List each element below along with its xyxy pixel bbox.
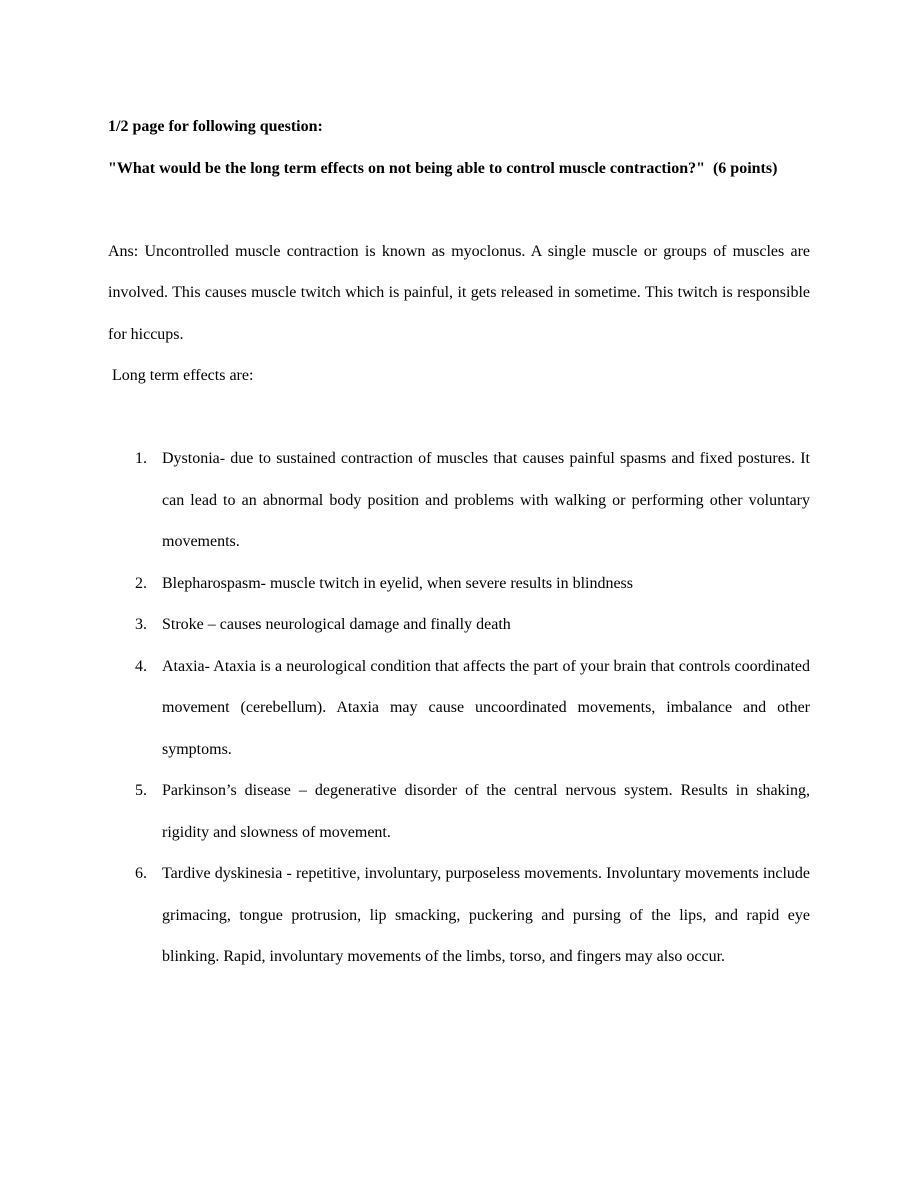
list-item [108, 853, 810, 978]
list-number: 3. [135, 616, 147, 633]
question-text [108, 148, 810, 190]
effects-intro: Long term effects are: [112, 367, 254, 384]
list-text: Ataxia- Ataxia is a neurological condition that affects the part of your brain that controls coordinated movement (cerebellum). Ataxia may cause uncoordinated movements, imbalance and other symptoms. [162, 657, 810, 758]
list-number: 5. [135, 782, 147, 799]
list-item [108, 563, 810, 605]
list-number: 1. [135, 450, 147, 467]
list-item [108, 646, 810, 771]
answer-paragraph: Ans: Uncontrolled muscle contraction is known as myoclonus. A single muscle or groups of muscles are involved. This causes muscle twitch which is painful, it gets released in sometime. This twitch is responsible for hiccups. [108, 242, 810, 343]
list-number: 4. [135, 657, 147, 675]
points-label: (6 points) [712, 159, 778, 177]
list-item [108, 438, 810, 563]
spacer [108, 397, 810, 439]
document-page [108, 106, 810, 978]
list-number: 6. [135, 865, 147, 882]
list-text: Stroke – causes neurological damage and finally death [162, 616, 511, 633]
list-text: Parkinson’s disease – degenerative disorder of the central nervous system. Results in shaking, rigidity and slowness of movement. [162, 782, 810, 841]
list-text: Dystonia- due to sustained contraction of muscles that causes painful spasms and fixed postures. It can lead to an abnormal body position and problems with walking or performing other voluntary movements. [162, 450, 810, 550]
list-text: Blepharospasm- muscle twitch in eyelid, when severe results in blindness [162, 574, 634, 592]
list-item [108, 604, 810, 646]
list-item [108, 770, 810, 853]
effects-list [108, 438, 810, 978]
list-number: 2. [135, 574, 147, 592]
assignment-heading: 1/2 page for following question: [108, 118, 323, 135]
spacer [108, 189, 810, 231]
list-text: Tardive dyskinesia - repetitive, involuntary, purposeless movements. Involuntary movements include grimacing, tongue protrusion, lip smacking, puckering and pursing of the lips, and rapid eye blinking. Rapid, involuntary movements of the limbs, torso, and fingers may also occur. [162, 865, 810, 965]
question: "What would be the long term effects on not being able to control muscle contraction?" [108, 159, 705, 177]
